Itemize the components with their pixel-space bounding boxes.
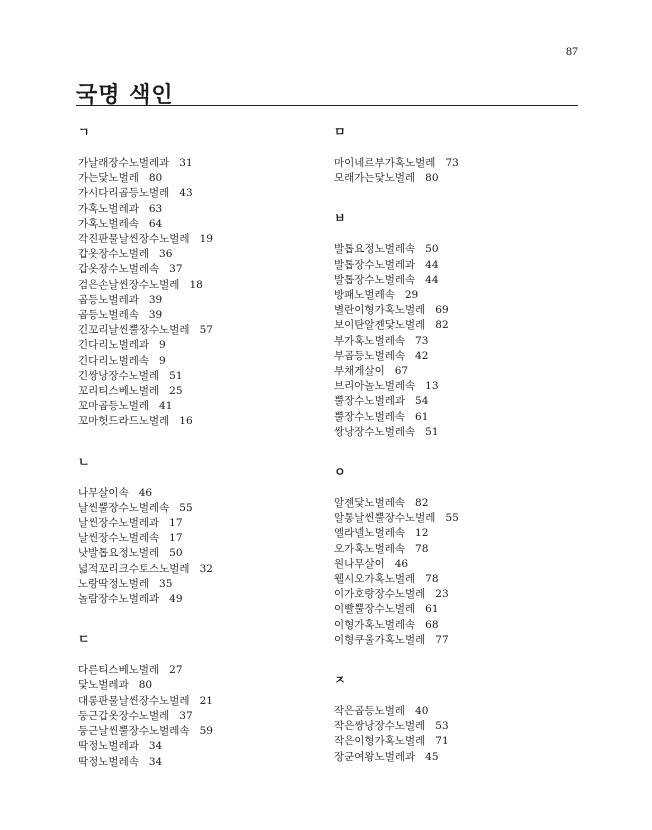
index-entry: [78, 338, 328, 353]
index-entry: [78, 592, 328, 607]
index-entry: [78, 577, 328, 592]
index-entry: [78, 278, 328, 293]
entry-name: 다른티스베노벌레: [78, 664, 160, 677]
index-entry: [78, 399, 328, 414]
index-entry: [78, 384, 328, 399]
entry-page: 59: [199, 725, 213, 738]
entry-page: 71: [435, 735, 449, 748]
index-entry: [334, 618, 584, 633]
index-entry: [334, 572, 584, 587]
index-entry: [334, 496, 584, 511]
entry-name: 브리아놀노벌레속: [334, 380, 416, 393]
entry-name: 긴다리노벌레과: [78, 339, 150, 352]
entry-page: 50: [425, 243, 439, 256]
index-entry: [334, 349, 584, 364]
entry-name: 발톱장수노벌레속: [334, 273, 416, 286]
entry-name: 발톱장수노벌레과: [334, 258, 416, 271]
section-letter: ㅈ: [334, 673, 346, 688]
entry-name: 이가호랑장수노벌레: [334, 588, 426, 601]
entry-page: 34: [148, 740, 163, 753]
entry-name: 날씬장수노벌레속: [78, 532, 160, 545]
index-entry: [334, 273, 584, 288]
entry-name: 둥근갑옷장수노벌레: [78, 709, 170, 722]
entry-name: 갑옷장수노벌레속: [78, 263, 160, 276]
entry-name: 가혹노벌레과: [78, 202, 139, 215]
index-entry: [334, 258, 584, 273]
entry-page: 67: [394, 365, 409, 378]
entry-name: 닻노벌레과: [78, 679, 129, 692]
entry-name: 작은곱등노벌레: [334, 705, 406, 718]
section-letter: ㅁ: [334, 125, 346, 139]
entry-page: 18: [189, 278, 203, 291]
index-entry: [78, 694, 328, 709]
index-entry: [334, 318, 584, 333]
entry-page: 50: [169, 547, 183, 560]
entry-name: 꼬마헛드라드노벌레: [78, 415, 170, 428]
entry-page: 37: [169, 263, 183, 276]
index-entry: [78, 202, 328, 217]
index-entry: [78, 678, 328, 693]
index-entry: [334, 364, 584, 379]
entry-name: 갑옷장수노벌레: [78, 248, 150, 261]
entry-name: 엘라넬노벌레속: [334, 527, 406, 540]
index-section: [78, 124, 328, 430]
entry-name: 놀람장수노벌레과: [78, 593, 160, 606]
index-section: [334, 672, 584, 765]
index-column-right: [334, 124, 584, 789]
entry-name: 뿔장수노벌레과: [334, 395, 406, 408]
entry-name: 쌍낭장수노벌레속: [334, 425, 416, 438]
entry-page: 27: [169, 664, 183, 677]
entry-name: 가시다리곱등노벌레: [78, 187, 170, 200]
entry-page: 44: [425, 273, 439, 286]
index-section: [334, 124, 584, 186]
entry-name: 이빨뿔장수노벌레: [334, 603, 416, 616]
entry-name: 가날래장수노벌레과: [78, 157, 170, 169]
index-column-left: [78, 124, 328, 794]
entry-page: 34: [148, 755, 163, 768]
index-entry: [78, 709, 328, 724]
entry-page: 57: [199, 324, 213, 337]
index-entry: [78, 354, 328, 369]
entry-name: 원나무살이: [334, 557, 385, 570]
entry-name: 작은쌍낭장수노벌레: [334, 720, 426, 733]
entry-page: 13: [425, 380, 439, 393]
entry-page: 46: [138, 486, 153, 499]
index-entry: [334, 704, 584, 719]
entry-page: 78: [425, 573, 439, 586]
index-entry: [334, 288, 584, 303]
entry-name: 장군여왕노벌레과: [334, 750, 416, 763]
index-entry: [78, 501, 328, 516]
entry-page: 9: [159, 339, 166, 352]
index-entry: [78, 414, 328, 429]
page-title: 국명 색인: [76, 83, 174, 108]
entry-page: 35: [159, 577, 173, 590]
entry-name: 마이네르부가혹노벌레: [334, 157, 436, 169]
entry-name: 날씬장수노벌레과: [78, 517, 160, 530]
entry-page: 19: [199, 233, 213, 246]
index-section: [334, 210, 584, 440]
index-entry: [334, 602, 584, 617]
entry-page: 31: [179, 157, 193, 169]
entry-page: 80: [425, 172, 439, 185]
index-entry: [78, 217, 328, 232]
index-entry: [334, 303, 584, 318]
section-letter: ㄱ: [78, 125, 90, 139]
entry-name: 가혹노벌레속: [78, 217, 139, 230]
entry-page: 61: [415, 410, 429, 423]
entry-page: 17: [169, 517, 183, 530]
entry-page: 39: [148, 309, 163, 322]
entry-name: 웰시오가혹노벌레: [334, 573, 416, 586]
index-entry: [334, 526, 584, 541]
entry-page: 25: [169, 385, 183, 398]
entry-name: 부곱등노벌레속: [334, 349, 406, 362]
index-entry: [78, 486, 328, 501]
index-entry: [78, 293, 328, 308]
entry-page: 51: [425, 425, 439, 438]
entry-name: 이형쿠울가혹노벌레: [334, 633, 426, 646]
index-entry: [334, 242, 584, 257]
entry-page: 55: [179, 501, 193, 514]
section-letter: ㅂ: [334, 211, 346, 226]
entry-page: 82: [435, 319, 449, 332]
entry-name: 넓적꼬리크수토스노벌레: [78, 562, 190, 575]
entry-page: 53: [435, 720, 449, 733]
entry-page: 41: [159, 400, 173, 413]
entry-page: 61: [425, 603, 439, 616]
entry-page: 43: [179, 187, 193, 200]
entry-name: 딱정노벌레과: [78, 740, 139, 753]
entry-page: 69: [435, 304, 449, 317]
title-divider: [76, 105, 578, 106]
entry-page: 64: [148, 217, 163, 230]
index-entry: [78, 308, 328, 323]
index-entry: [78, 531, 328, 546]
index-entry: [334, 587, 584, 602]
entry-page: 32: [199, 562, 213, 575]
index-section: [78, 454, 328, 608]
entry-name: 보이탄알젠닻노벌레: [334, 319, 426, 332]
entry-page: 37: [179, 709, 193, 722]
index-entry: [334, 425, 584, 440]
entry-page: 42: [415, 349, 429, 362]
entry-name: 긴꼬리날씬뿔장수노벌레: [78, 324, 190, 337]
index-entry: [78, 663, 328, 678]
entry-page: 73: [445, 157, 459, 169]
index-section: [334, 464, 584, 648]
section-letter: ㅇ: [334, 465, 346, 480]
entry-page: 17: [169, 532, 183, 545]
index-entry: [78, 546, 328, 561]
entry-name: 긴쌍낭장수노벌레: [78, 369, 160, 382]
entry-page: 16: [179, 415, 193, 428]
entry-page: 12: [415, 527, 429, 540]
entry-name: 방패노벌레속: [334, 289, 395, 302]
entry-page: 54: [415, 395, 429, 408]
entry-page: 36: [159, 248, 173, 261]
entry-name: 꼬리티스베노벌레: [78, 385, 160, 398]
entry-name: 노랑딱정노벌레: [78, 577, 150, 590]
entry-page: 77: [435, 633, 449, 646]
index-entry: [334, 379, 584, 394]
index-entry: [334, 750, 584, 765]
entry-name: 대롱판물날씬장수노벌레: [78, 694, 190, 707]
entry-name: 꼬마곱등노벌레: [78, 400, 150, 413]
index-entry: [78, 739, 328, 754]
index-entry: [78, 171, 328, 186]
entry-name: 모래가는닻노벌레: [334, 172, 416, 185]
section-letter: ㄴ: [78, 454, 90, 469]
entry-name: 낫발톱요정노벌레: [78, 547, 160, 560]
index-entry: [78, 724, 328, 739]
entry-page: 68: [425, 618, 439, 631]
entry-page: 23: [435, 588, 449, 601]
entry-page: 55: [445, 512, 459, 525]
index-section: [78, 631, 328, 769]
index-entry: [334, 557, 584, 572]
page-number: 87: [566, 44, 578, 58]
entry-page: 82: [415, 497, 429, 510]
entry-name: 오가혹노벌레속: [334, 542, 406, 555]
entry-name: 곱등노벌레속: [78, 309, 139, 322]
entry-name: 부가혹노벌레속: [334, 334, 406, 347]
section-letter: ㄷ: [78, 632, 90, 647]
index-entry: [334, 633, 584, 648]
entry-page: 9: [159, 354, 166, 367]
entry-page: 45: [425, 750, 439, 763]
entry-page: 44: [425, 258, 439, 271]
entry-name: 날씬뿔장수노벌레속: [78, 501, 170, 514]
entry-name: 곱등노벌레과: [78, 293, 139, 306]
index-entry: [78, 247, 328, 262]
index-entry: [78, 262, 328, 277]
entry-page: 80: [148, 172, 163, 185]
entry-name: 부채게살이: [334, 365, 385, 378]
index-entry: [78, 369, 328, 384]
entry-page: 39: [148, 293, 163, 306]
entry-name: 가는닻노벌레: [78, 172, 139, 185]
index-entry: [334, 334, 584, 349]
entry-name: 둥근날씬뿔장수노벌레속: [78, 725, 190, 738]
entry-name: 딱정노벌레속: [78, 755, 139, 768]
index-entry: [78, 156, 328, 171]
entry-page: 73: [415, 334, 429, 347]
index-entry: [334, 734, 584, 749]
index-entry: [334, 511, 584, 526]
entry-name: 알통날씬뿔장수노벌레: [334, 512, 436, 525]
index-entry: [78, 186, 328, 201]
index-entry: [334, 394, 584, 409]
index-entry: [78, 755, 328, 770]
entry-name: 별란이형가혹노벌레: [334, 304, 426, 317]
entry-page: 21: [199, 694, 213, 707]
entry-name: 이형가혹노벌레속: [334, 618, 416, 631]
index-entry: [78, 232, 328, 247]
entry-page: 49: [169, 593, 183, 606]
entry-page: 40: [415, 705, 429, 718]
index-entry: [334, 410, 584, 425]
entry-name: 발톱요정노벌레속: [334, 243, 416, 256]
entry-name: 검은손날씬장수노벌레: [78, 278, 180, 291]
entry-name: 각진판물날씬장수노벌레: [78, 233, 190, 246]
index-entry: [78, 323, 328, 338]
entry-name: 나무살이속: [78, 486, 129, 499]
entry-page: 29: [404, 289, 419, 302]
index-entry: [334, 171, 584, 186]
entry-name: 알젠닻노벌레속: [334, 497, 406, 510]
index-entry: [334, 719, 584, 734]
entry-page: 63: [148, 202, 163, 215]
index-entry: [334, 542, 584, 557]
entry-page: 51: [169, 369, 183, 382]
index-entry: [78, 562, 328, 577]
index-entry: [334, 156, 584, 171]
entry-page: 46: [394, 557, 409, 570]
entry-page: 80: [138, 679, 153, 692]
entry-name: 뿔장수노벌레속: [334, 410, 406, 423]
entry-name: 긴다리노벌레속: [78, 354, 150, 367]
index-entry: [78, 516, 328, 531]
entry-name: 작은이형가혹노벌레: [334, 735, 426, 748]
entry-page: 78: [415, 542, 429, 555]
